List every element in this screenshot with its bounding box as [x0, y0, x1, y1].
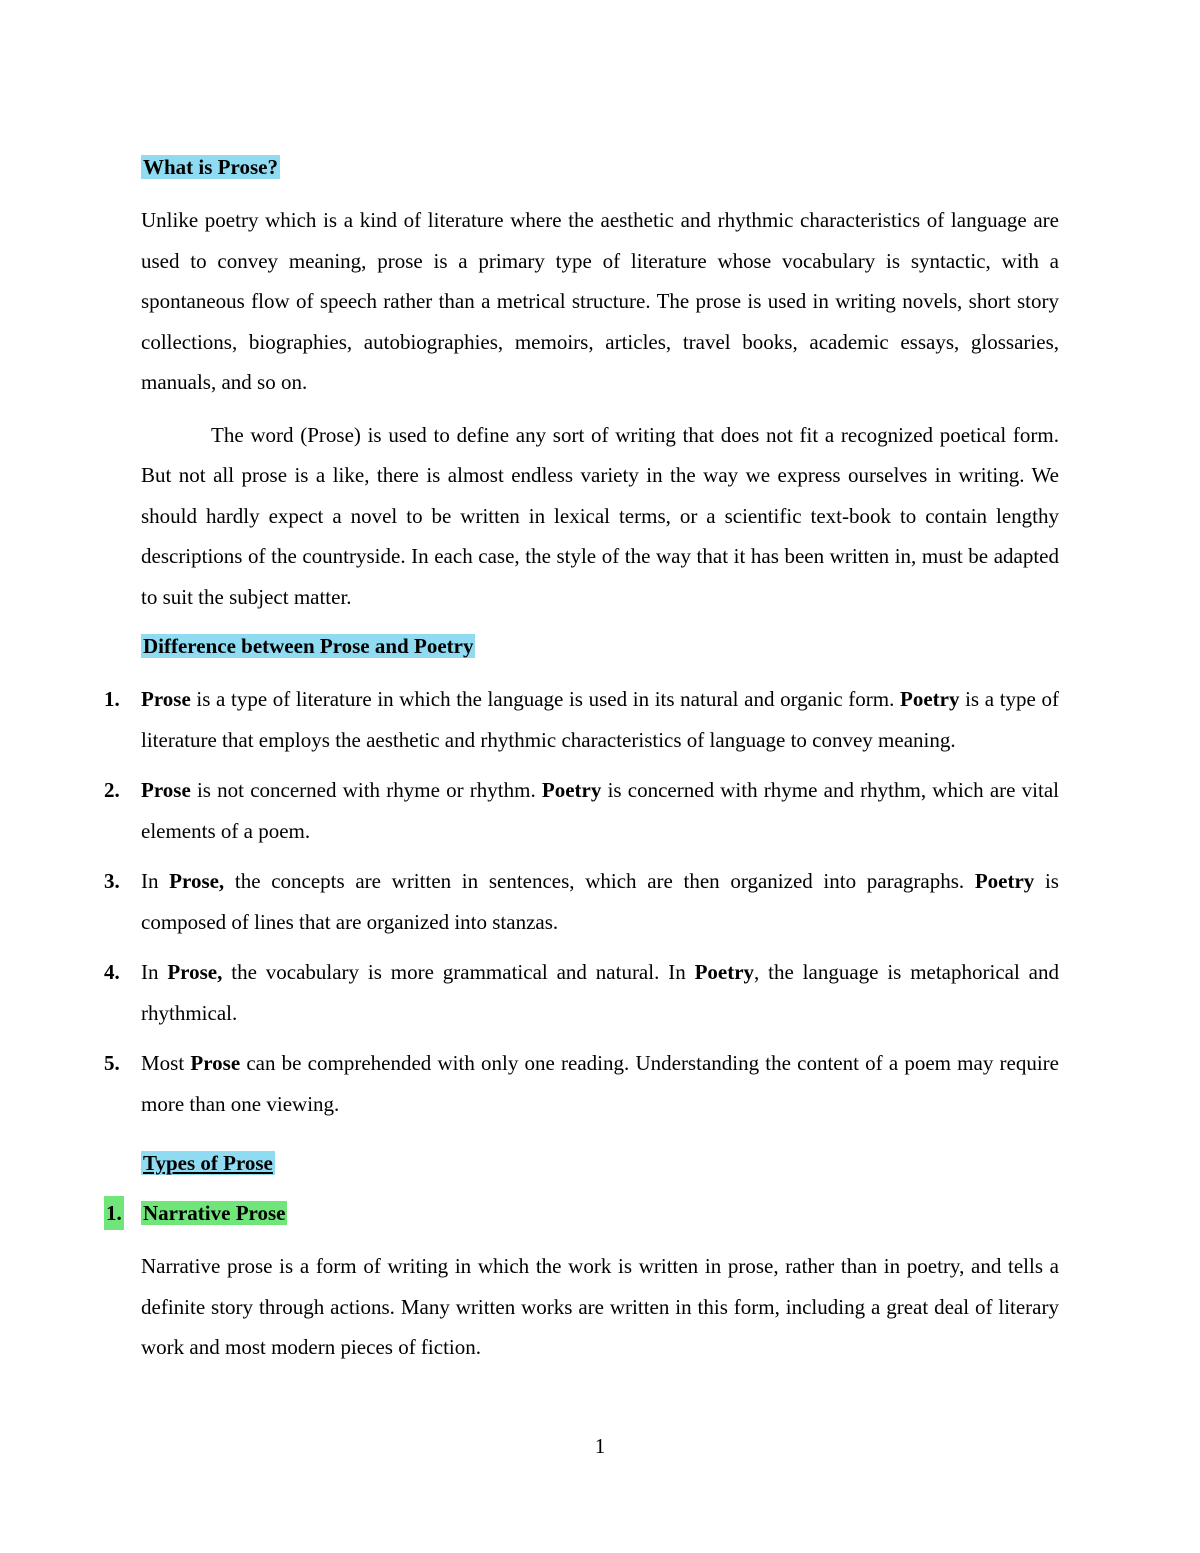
- paragraph-prose-word: The word (Prose) is used to define any sort of writing that does not fit a recognized poetical form. But not all prose is a like, there is almost endless variety in the way we express ourselves in writing. We should hardly expect a novel to be written in lexical terms, or a scientific text-book to contain lengthy descriptions of the countryside. In each case, the style of the way that it has been written in, must be adapted to suit the subject matter.: [141, 422, 1059, 609]
- heading-difference: [141, 629, 1059, 663]
- paragraph-prose-definition: Unlike poetry which is a kind of literature where the aesthetic and rhythmic characteristics of language are used to convey meaning, prose is a primary type of literature whose vocabulary is syntactic, with a spontaneous flow of speech rather than a metrical structure. The prose is used in writing novels, short story collections, biographies, autobiographies, memoirs, articles, travel books, academic essays, glossaries, manuals, and so on.: [141, 208, 1059, 394]
- heading-highlight: What is Prose?: [143, 155, 278, 179]
- list-item: 2. Prose is not concerned with rhyme or rhythm. Poetry is concerned with rhyme and rhythm, which are vital elements of a poem.: [141, 770, 1059, 851]
- heading-highlight: Difference between Prose and Poetry: [143, 634, 474, 658]
- list-number: 5.: [104, 1051, 120, 1075]
- types-item-narrative: [106, 1196, 1059, 1230]
- heading-highlight: Types of Prose: [143, 1151, 273, 1175]
- subheading-narrative-prose: Narrative Prose: [143, 1201, 286, 1225]
- list-number: 1.: [104, 1196, 124, 1230]
- paragraph-narrative-prose: Narrative prose is a form of writing in which the work is written in prose, rather than in poetry, and tells a definite story through actions. Many written works are written in this form, including a great deal of literary work and most modern pieces of fiction.: [141, 1254, 1059, 1359]
- list-item: 3. In Prose, the concepts are written in sentences, which are then organized into paragraphs. Poetry is composed of lines that are organized into stanzas.: [141, 861, 1059, 942]
- difference-list: [104, 679, 1059, 1124]
- list-item: 5. Most Prose can be comprehended with only one reading. Understanding the content of a poem may require more than one viewing.: [141, 1043, 1059, 1124]
- heading-types-of-prose: [141, 1146, 1059, 1180]
- document-page: [104, 150, 1059, 1368]
- list-number: 3.: [104, 869, 120, 893]
- heading-what-is-prose: [141, 150, 1059, 184]
- list-item: 1. Prose is a type of literature in which the language is used in its natural and organic form. Poetry is a type of literature that employs the aesthetic and rhythmic characteristics of language to convey meaning.: [141, 679, 1059, 760]
- list-item: 4. In Prose, the vocabulary is more grammatical and natural. In Poetry, the language is metaphorical and rhythmical.: [141, 952, 1059, 1033]
- page-number: 1: [594, 1434, 606, 1458]
- list-number: 2.: [104, 778, 120, 802]
- list-number: 1.: [104, 687, 120, 711]
- list-number: 4.: [104, 960, 120, 984]
